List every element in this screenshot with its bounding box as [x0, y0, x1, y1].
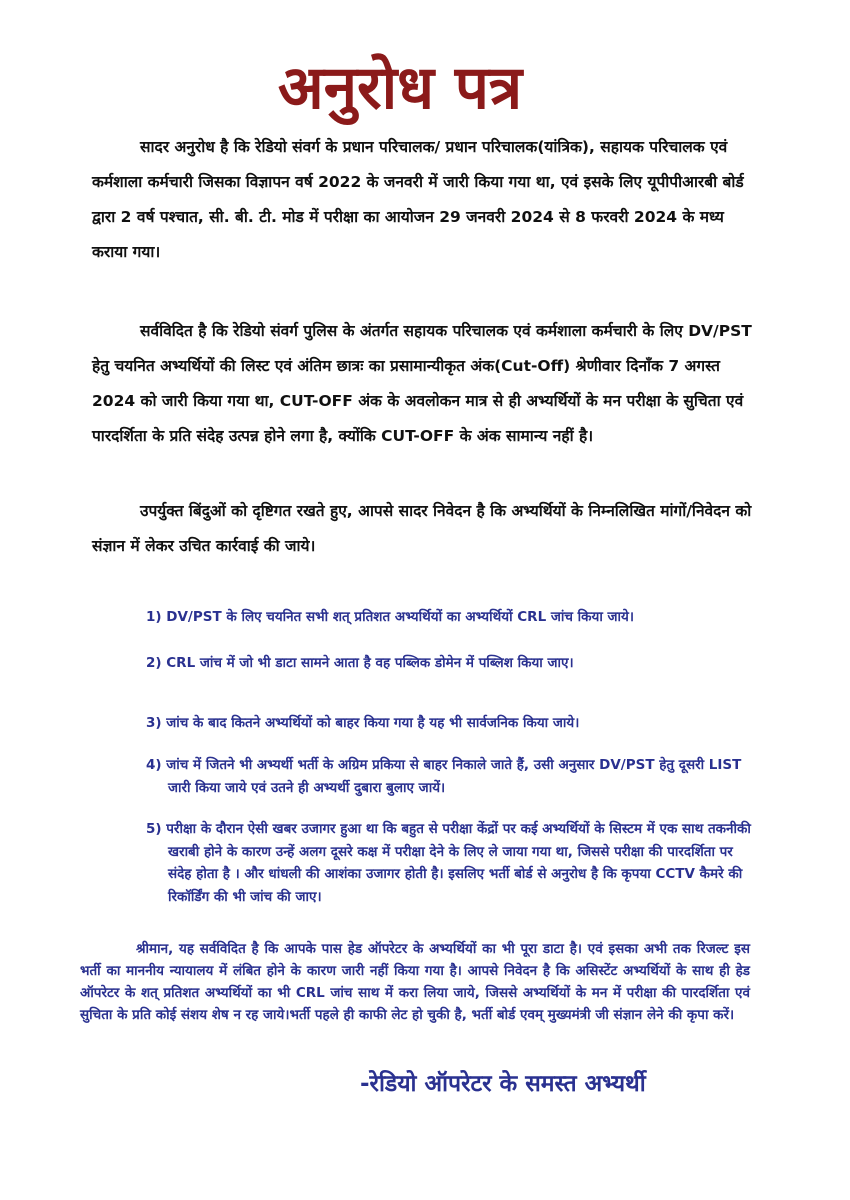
demand-item-3: 3) जांच के बाद कितने अभ्यर्थियों को बाहर किया गया है यह भी सार्वजनिक किया जाये। [146, 715, 580, 731]
demand-item-2: 2) CRL जांच में जो भी डाटा सामने आता है वह पब्लिक डोमेन में पब्लिश किया जाए। [146, 655, 574, 671]
paragraph-request: उपर्युक्त बिंदुओं को दृष्टिगत रखते हुए, आपसे सादर निवेदन है कि अभ्यर्थियों के निम्नलिखित मांगों/निवेदन को संज्ञान में लेकर उचित कार्रवाई की जाये। [92, 502, 752, 555]
letter-title: अनुरोध पत्र [277, 53, 523, 123]
closing-paragraph: श्रीमान, यह सर्वविदित है कि आपके पास हेड ऑपरेटर के अभ्यर्थियों का भी पूरा डाटा है। एवं इसका अभी तक रिजल्ट इस भर्ती का माननीय न्यायालय में लंबित होने के कारण जारी नहीं किया गया है। आपसे निवेदन है कि असिस्टेंट अभ्यर्थियों के साथ ही हेड ऑपरेटर के शत् प्रतिशत अभ्यर्थियों का भी CRL जांच साथ में करा लिया जाये, जिससे अभ्यर्थियों के मन में परीक्षा की पारदर्शिता एवं सुचिता के प्रति कोई संशय शेष न रह जाये।भर्ती पहले ही काफी लेट हो चुकी है, भर्ती बोर्ड एवम् मुख्यमंत्री जी संज्ञान लेने की कृपा करें। [80, 941, 750, 1023]
demand-item-5: 5) परीक्षा के दौरान ऐसी खबर उजागर हुआ था कि बहुत से परीक्षा केंद्रों पर कई अभ्यर्थियों के सिस्टम में एक साथ तकनीकी खराबी होने के कारण उन्हें अलग दूसरे कक्ष में परीक्षा देने के लिए ले जाया गया था, जिससे परीक्षा की पारदर्शिता पर संदेह होता है । और धांधली की आशंका उजागर होती है। इसलिए भर्ती बोर्ड से अनुरोध है कि कृपया CCTV कैमरे की रिकॉर्डिंग की भी जांच की जाए। [146, 821, 751, 905]
paragraph-intro: सादर अनुरोध है कि रेडियो संवर्ग के प्रधान परिचालक/ प्रधान परिचालक(यांत्रिक), सहायक परिचालक एवं कर्मशाला कर्मचारी जिसका विज्ञापन वर्ष 2022 के जनवरी में जारी किया गया था, एवं इसके लिए यूपीपीआरबी बोर्ड द्वारा 2 वर्ष पश्चात, सी. बी. टी. मोड में परीक्षा का आयोजन 29 जनवरी 2024 से 8 फरवरी 2024 के मध्य कराया गया। [92, 138, 744, 261]
signature: -रेडियो ऑपरेटर के समस्त अभ्यर्थी [360, 1071, 646, 1097]
demand-item-1: 1) DV/PST के लिए चयनित सभी शत् प्रतिशत अभ्यर्थियों का अभ्यर्थियों CRL जांच किया जाये। [146, 609, 635, 625]
paragraph-cutoff: सर्वविदित है कि रेडियो संवर्ग पुलिस के अंतर्गत सहायक परिचालक एवं कर्मशाला कर्मचारी के लिए DV/PST हेतु चयनित अभ्यर्थियों की लिस्ट एवं अंतिम छात्रः का प्रसामान्यीकृत अंक(Cut-Off) श्रेणीवार दिनाँक 7 अगस्त 2024 को जारी किया गया था, CUT-OFF अंक के अवलोकन मात्र से ही अभ्यर्थियों के मन परीक्षा के सुचिता एवं पारदर्शिता के प्रति संदेह उत्पन्न होने लगा है, क्योंकि CUT-OFF के अंक सामान्य नहीं है। [92, 322, 752, 445]
demand-item-4: 4) जांच में जितने भी अभ्यर्थी भर्ती के अग्रिम प्रकिया से बाहर निकाले जाते हैं, उसी अनुसार DV/PST हेतु दूसरी LIST जारी किया जाये एवं उतने ही अभ्यर्थी दुबारा बुलाए जायें। [146, 757, 742, 796]
